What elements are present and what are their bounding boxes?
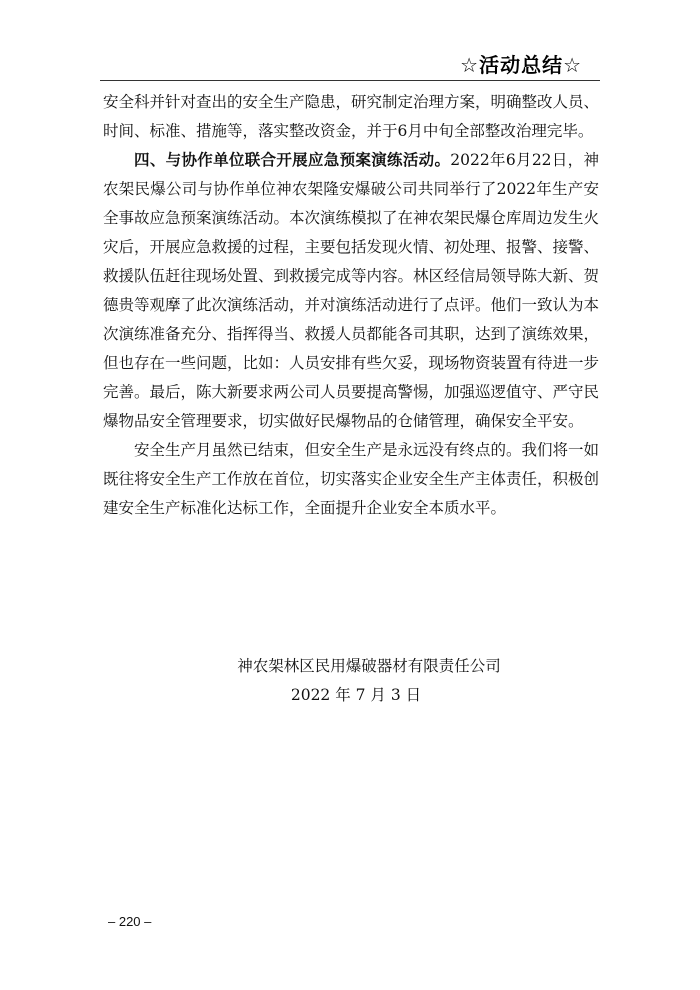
signature-date: 2022 年 7 月 3 日 [290, 686, 422, 704]
page-header [100, 52, 600, 81]
paragraph-drill-body: 2022年6月22日，神农架民爆公司与协作单位神农架隆安爆破公司共同举行了2022年生产安全事故应急预案演练活动。本次演练模拟了在神农架民爆仓库周边发生火灾后，开展应急救援的过程，主要包括发现火情、初处理、报警、接警、救援队伍赶往现场处置、到救援完成等内容。林区经信局领导陈大新、贺德贵等观摩了此次演练活动，并对演练活动进行了点评。他们一致认为本次演练准备充分、指挥得当、救援人员都能各司其职，达到了演练效果，但也存在一些问题，比如：人员安排有些欠妥，现场物资装置有待进一步完善。最后，陈大新要求两公司人员要提高警惕，加强巡逻值守、严守民爆物品安全管理要求，切实做好民爆物品的仓储管理，确保安全平安。 [103, 151, 600, 430]
signature-organization: 神农架林区民用爆破器材有限责任公司 [237, 657, 501, 675]
paragraph-continuation: 安全科并针对查出的安全生产隐患，研究制定治理方案，明确整改人员、时间、标准、措施等，落实整改资金，并于6月中旬全部整改治理完毕。 [103, 93, 600, 140]
header-title: ☆活动总结☆ [460, 53, 582, 77]
page-number: – 220 – [108, 914, 152, 929]
document-body [103, 88, 599, 523]
signature-block [100, 652, 600, 710]
paragraph-drill [103, 146, 599, 436]
section-heading: 四、与协作单位联合开展应急预案演练活动。 [134, 151, 451, 169]
paragraph-conclusion: 安全生产月虽然已结束，但安全生产是永远没有终点的。我们将一如既往将安全生产工作放在首位，切实落实企业安全生产主体责任，积极创建安全生产标准化达标工作，全面提升企业安全本质水平。 [103, 441, 600, 517]
